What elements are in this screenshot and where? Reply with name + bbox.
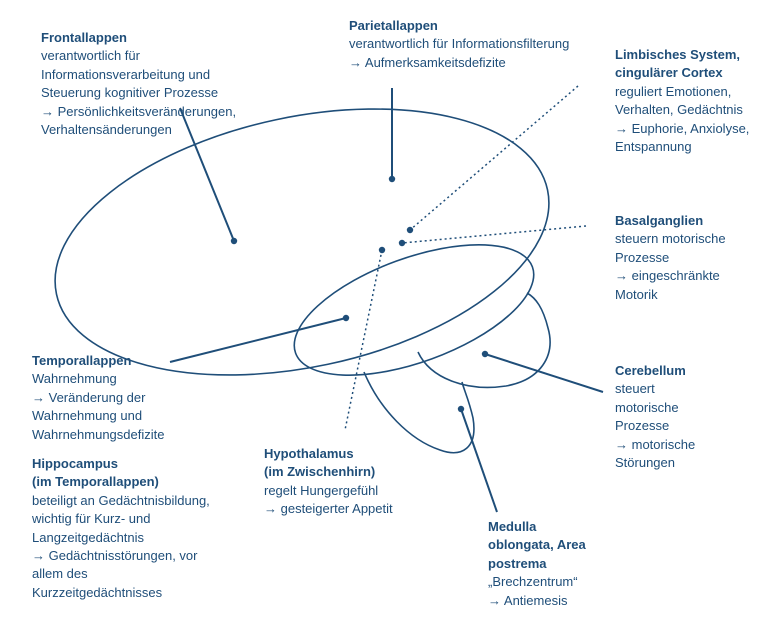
text-line: Wahrnehmung bbox=[32, 371, 117, 387]
text-line: → gesteigerter Appetit bbox=[264, 501, 393, 517]
marker-hypothalamus bbox=[379, 247, 385, 253]
leader-hypothalamus bbox=[345, 250, 382, 430]
label-parietallappen bbox=[349, 17, 569, 72]
label-medulla-oblongata bbox=[488, 518, 586, 610]
title-line: Parietallappen bbox=[349, 18, 438, 33]
label-temporallappen bbox=[32, 352, 164, 444]
title-line: oblongata, Area bbox=[488, 537, 586, 553]
text-line: Steuerung kognitiver Prozesse bbox=[41, 85, 219, 101]
text-line: Motorik bbox=[615, 286, 658, 302]
title-line: (im Temporallappen) bbox=[32, 474, 159, 490]
marker-limbisch bbox=[407, 227, 413, 233]
text-line: Störungen bbox=[615, 455, 675, 471]
text-line: allem des bbox=[32, 566, 88, 582]
label-frontallappen bbox=[41, 29, 236, 139]
label-basalganglien bbox=[615, 212, 726, 304]
leader-limbisch bbox=[410, 86, 578, 230]
marker-frontallappen bbox=[231, 238, 237, 244]
text-line: „Brechzentrum“ bbox=[488, 574, 578, 590]
text-line: → motorische bbox=[615, 436, 696, 452]
text-line: motorische bbox=[615, 399, 679, 415]
title-line: cingulärer Cortex bbox=[615, 65, 723, 81]
text-line: → Antiemesis bbox=[488, 592, 568, 608]
leader-basalganglien bbox=[402, 226, 586, 243]
title-line: Cerebellum bbox=[615, 363, 686, 378]
text-line: Langzeitgedächtnis bbox=[32, 529, 145, 545]
label-hypothalamus bbox=[264, 445, 393, 519]
text-line: Wahrnehmung und bbox=[32, 408, 143, 424]
text-line: Verhalten, Gedächtnis bbox=[615, 102, 743, 118]
title-line: Medulla bbox=[488, 519, 537, 534]
text-line: Wahrnehmungsdefizite bbox=[32, 426, 165, 442]
text-line: → eingeschränkte bbox=[615, 268, 720, 284]
temporal-lobe-outline bbox=[278, 218, 550, 402]
brainstem-outline bbox=[364, 372, 474, 453]
text-line: Entspannung bbox=[615, 139, 692, 155]
label-hippocampus bbox=[32, 455, 210, 602]
text-line: wichtig für Kurz- und bbox=[32, 511, 151, 527]
text-line: → Gedächtnisstörungen, vor bbox=[32, 548, 198, 564]
text-line: regelt Hungergefühl bbox=[264, 482, 379, 498]
title-line: Hippocampus bbox=[32, 456, 118, 471]
title-line: Temporallappen bbox=[32, 353, 132, 368]
text-line: steuern motorische bbox=[615, 231, 726, 247]
text-line: → Aufmerksamkeitsdefizite bbox=[349, 54, 506, 70]
title-line: Basalganglien bbox=[615, 213, 704, 228]
text-line: → Euphorie, Anxiolyse, bbox=[615, 120, 750, 136]
title-line: (im Zwischenhirn) bbox=[264, 464, 376, 480]
text-line: Kurzzeitgedächtnisses bbox=[32, 584, 163, 600]
text-line: verantwortlich für bbox=[41, 48, 140, 64]
marker-parietallappen bbox=[389, 176, 395, 182]
leader-medulla bbox=[461, 409, 497, 512]
text-line: reguliert Emotionen, bbox=[615, 83, 732, 99]
marker-cerebellum bbox=[482, 351, 488, 357]
leader-temporallappen bbox=[170, 318, 346, 362]
text-line: Informationsverarbeitung und bbox=[41, 66, 211, 82]
marker-medulla bbox=[458, 406, 464, 412]
text-line: → Persönlichkeitsveränderungen, bbox=[41, 103, 237, 119]
text-line: Verhaltensänderungen bbox=[41, 122, 172, 138]
marker-temporallappen bbox=[343, 315, 349, 321]
label-cerebellum bbox=[615, 362, 695, 472]
text-line: Prozesse bbox=[615, 249, 670, 265]
text-line: → Veränderung der bbox=[32, 389, 146, 405]
label-limbisches-system bbox=[615, 46, 749, 156]
title-line: Hypothalamus bbox=[264, 446, 354, 461]
cerebellum-outline bbox=[418, 293, 550, 387]
text-line: beteiligt an Gedächtnisbildung, bbox=[32, 492, 210, 508]
title-line: Frontallappen bbox=[41, 30, 127, 45]
title-line: Limbisches System, bbox=[615, 47, 740, 62]
title-line: postrema bbox=[488, 555, 547, 571]
marker-basalganglien bbox=[399, 240, 405, 246]
text-line: Prozesse bbox=[615, 418, 670, 434]
text-line: verantwortlich für Informationsfilterung bbox=[349, 36, 570, 52]
text-line: steuert bbox=[615, 381, 655, 397]
